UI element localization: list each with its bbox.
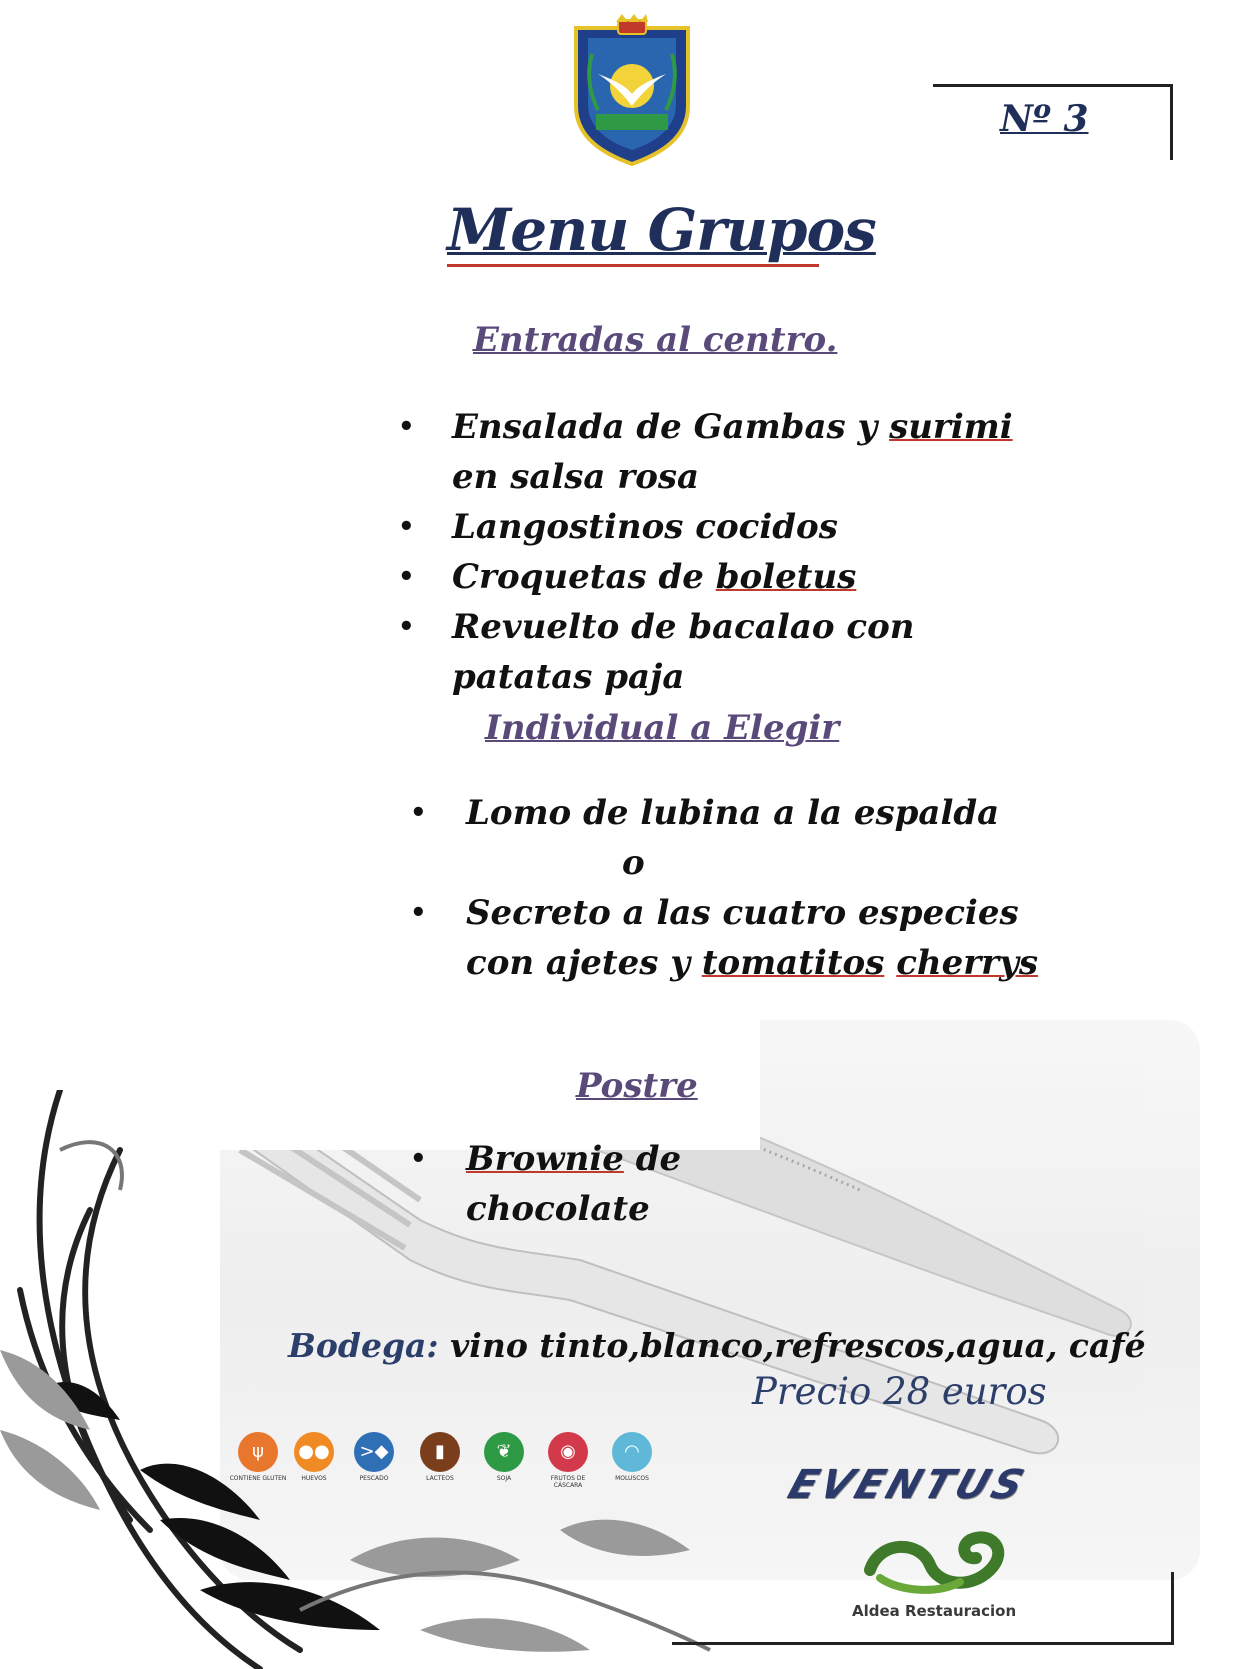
bodega-label: Bodega:	[288, 1326, 439, 1365]
frame-top-line	[933, 84, 1173, 87]
section-heading-entradas: Entradas al centro.	[473, 320, 838, 360]
menu-item-brownie	[466, 1134, 681, 1184]
allergen-huevos	[284, 1432, 344, 1482]
allergen-label: SOJA	[496, 1475, 512, 1482]
allergen-moluscos	[602, 1432, 662, 1482]
bullet: •	[398, 562, 415, 592]
menu-item-text: cherrys	[896, 943, 1038, 983]
bullet: •	[398, 512, 415, 542]
page-title: Menu Grupos	[447, 196, 876, 264]
menu-item-text	[884, 943, 896, 983]
menu-item-text: surimi	[889, 407, 1013, 447]
section-heading-individual: Individual a Elegir	[485, 708, 840, 748]
soy-icon: ❦	[484, 1432, 524, 1472]
menu-item-ensalada-line2: en salsa rosa	[452, 457, 700, 497]
menu-item-croquetas	[452, 552, 856, 602]
bullet: •	[398, 612, 415, 642]
milk-icon: ▮	[420, 1432, 460, 1472]
allergen-label: LACTEOS	[426, 1475, 454, 1482]
menu-item-text: boletus	[715, 557, 857, 597]
shell-icon: ◠	[612, 1432, 652, 1472]
bodega-line	[288, 1326, 1146, 1365]
bullet: •	[410, 898, 427, 928]
menu-item-secreto-line2	[466, 938, 1038, 988]
menu-item-secreto: Secreto a las cuatro especies	[466, 893, 1019, 933]
title-red-underline	[447, 264, 819, 267]
aldea-swirl-logo-icon	[860, 1520, 1020, 1600]
menu-item-lubina: Lomo de lubina a la espalda	[466, 793, 1000, 833]
allergen-label: HUEVOS	[301, 1475, 327, 1482]
egg-icon: ●●	[294, 1432, 334, 1472]
menu-item-revuelto: Revuelto de bacalao con	[452, 607, 915, 647]
aldea-restauracion-label: Aldea Restauracion	[852, 1602, 1017, 1620]
menu-item-text: de	[623, 1139, 682, 1179]
menu-item-text: con ajetes y	[466, 943, 702, 983]
allergen-label: MOLUSCOS	[615, 1475, 649, 1482]
frame-bottom-right-vertical	[1171, 1572, 1174, 1645]
allergen-label: CONTIENE GLUTEN	[229, 1475, 287, 1482]
menu-item-text: Ensalada de Gambas y	[452, 407, 890, 447]
allergen-gluten	[228, 1432, 288, 1482]
frame-top-right-vertical	[1170, 84, 1173, 160]
menu-item-text: tomatitos	[701, 943, 885, 983]
allergen-pescado	[344, 1432, 404, 1482]
bullet: •	[410, 798, 427, 828]
menu-item-text: Croquetas de	[452, 557, 716, 597]
allergen-label: FRUTOS DE CÁSCARA	[550, 1475, 586, 1489]
allergen-lacteos	[410, 1432, 470, 1482]
nut-icon: ◉	[548, 1432, 588, 1472]
menu-number: Nº 3	[1000, 98, 1089, 140]
price: Precio 28 euros	[752, 1370, 1047, 1413]
menu-item-langostinos: Langostinos cocidos	[452, 507, 838, 547]
allergen-row	[228, 1432, 648, 1502]
bullet: •	[398, 412, 415, 442]
menu-item-revuelto-line2: patatas paja	[452, 657, 685, 697]
menu-item-ensalada	[452, 402, 1013, 452]
allergen-label: PESCADO	[359, 1475, 389, 1482]
fish-icon: >◆	[354, 1432, 394, 1472]
wheat-icon: ψ	[238, 1432, 278, 1472]
allergen-soja	[474, 1432, 534, 1482]
bodega-text: vino tinto,blanco,refrescos,agua, café	[438, 1326, 1146, 1365]
menu-item-separator: o	[622, 843, 645, 883]
club-crest-logo	[572, 14, 692, 166]
frame-bottom-line	[672, 1642, 1174, 1645]
allergen-frutos-cascara	[538, 1432, 598, 1489]
eventus-logo: EVENTUS	[782, 1462, 1034, 1508]
bullet: •	[410, 1144, 427, 1174]
section-heading-postre: Postre	[576, 1066, 698, 1106]
menu-item-text: Brownie	[466, 1139, 624, 1179]
menu-item-brownie-line2: chocolate	[466, 1189, 650, 1229]
